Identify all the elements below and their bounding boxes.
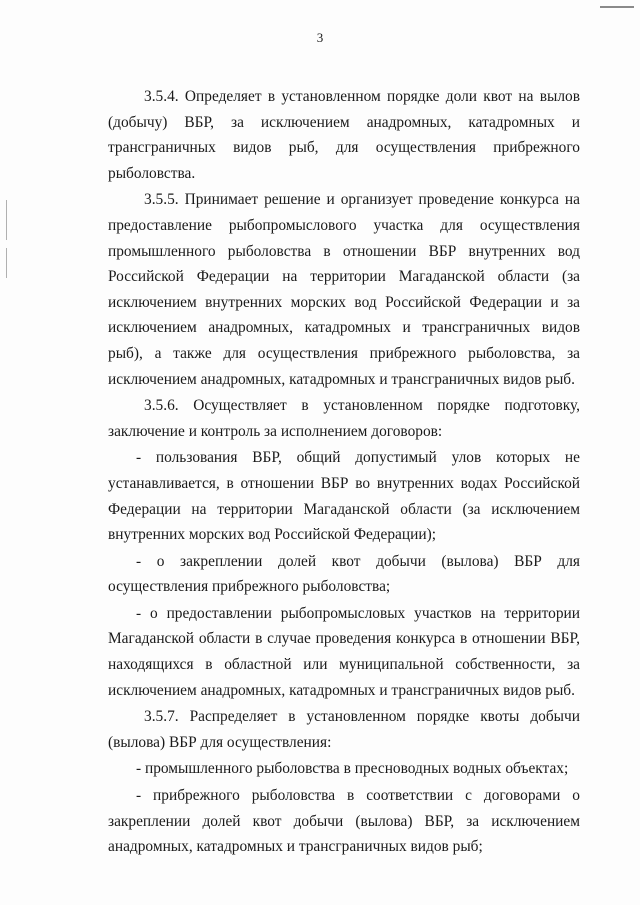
list-item-freshwater-fishing: - промышленного рыболовства в пресноводных водных объектах;: [136, 760, 569, 778]
document-body: [108, 84, 580, 860]
page-number: 3: [316, 30, 324, 45]
list-item-fishing-use-contracts: - пользования ВБР, общий допустимый улов которых не устанавливается, в отношении ВБР во внутренних водах Российской Федерации на территории Магаданской области (за исключением внутренних морских вод Российской Федерации);: [108, 449, 580, 544]
paragraph-3-5-5: 3.5.5. Принимает решение и организует проведение конкурса на предоставление рыбопромыслового участка для осуществления промышленного рыболовства в отношении ВБР внутренних вод Российской Федерации на территории Магаданской области (за исключением внутренних морских вод Российской Федерации и за исключением анадромных, катадромных и трансграничных видов рыб), а также для осуществления прибрежного рыболовства, за исключением анадромных, катадромных и трансграничных видов рыб.: [108, 191, 580, 388]
list-item-fishing-areas-contracts: - о предоставлении рыбопромысловых участков на территории Магаданской области в случае проведения конкурса в отношении ВБР, находящихся в областной или муниципальной собственности, за исключением анадромных, катадромных и трансграничных видов рыб.: [108, 604, 580, 699]
paragraph-3-5-4: 3.5.4. Определяет в установленном порядке доли квот на вылов (добычу) ВБР, за исключением анадромных, катадромных и трансграничных видов рыб, для осуществления прибрежного рыболовства.: [108, 88, 580, 182]
paragraph-3-5-6: 3.5.6. Осуществляет в установленном порядке подготовку, заключение и контроль за исполнением договоров:: [108, 397, 580, 440]
scan-artifact: [600, 6, 634, 8]
scan-artifact: [6, 200, 7, 240]
paragraph-3-5-7: 3.5.7. Распределяет в установленном порядке квоты добычи (вылова) ВБР для осуществления:: [108, 708, 580, 751]
scan-artifact: [6, 248, 7, 278]
list-item-coastal-fishing: - прибрежного рыболовства в соответствии с договорами о закреплении долей квот добычи (вылова) ВБР, за исключением анадромных, катадромных и трансграничных видов рыб;: [108, 787, 580, 856]
list-item-quota-shares-contracts: - о закреплении долей квот добычи (вылова) ВБР для осуществления прибрежного рыболовства;: [108, 552, 580, 596]
